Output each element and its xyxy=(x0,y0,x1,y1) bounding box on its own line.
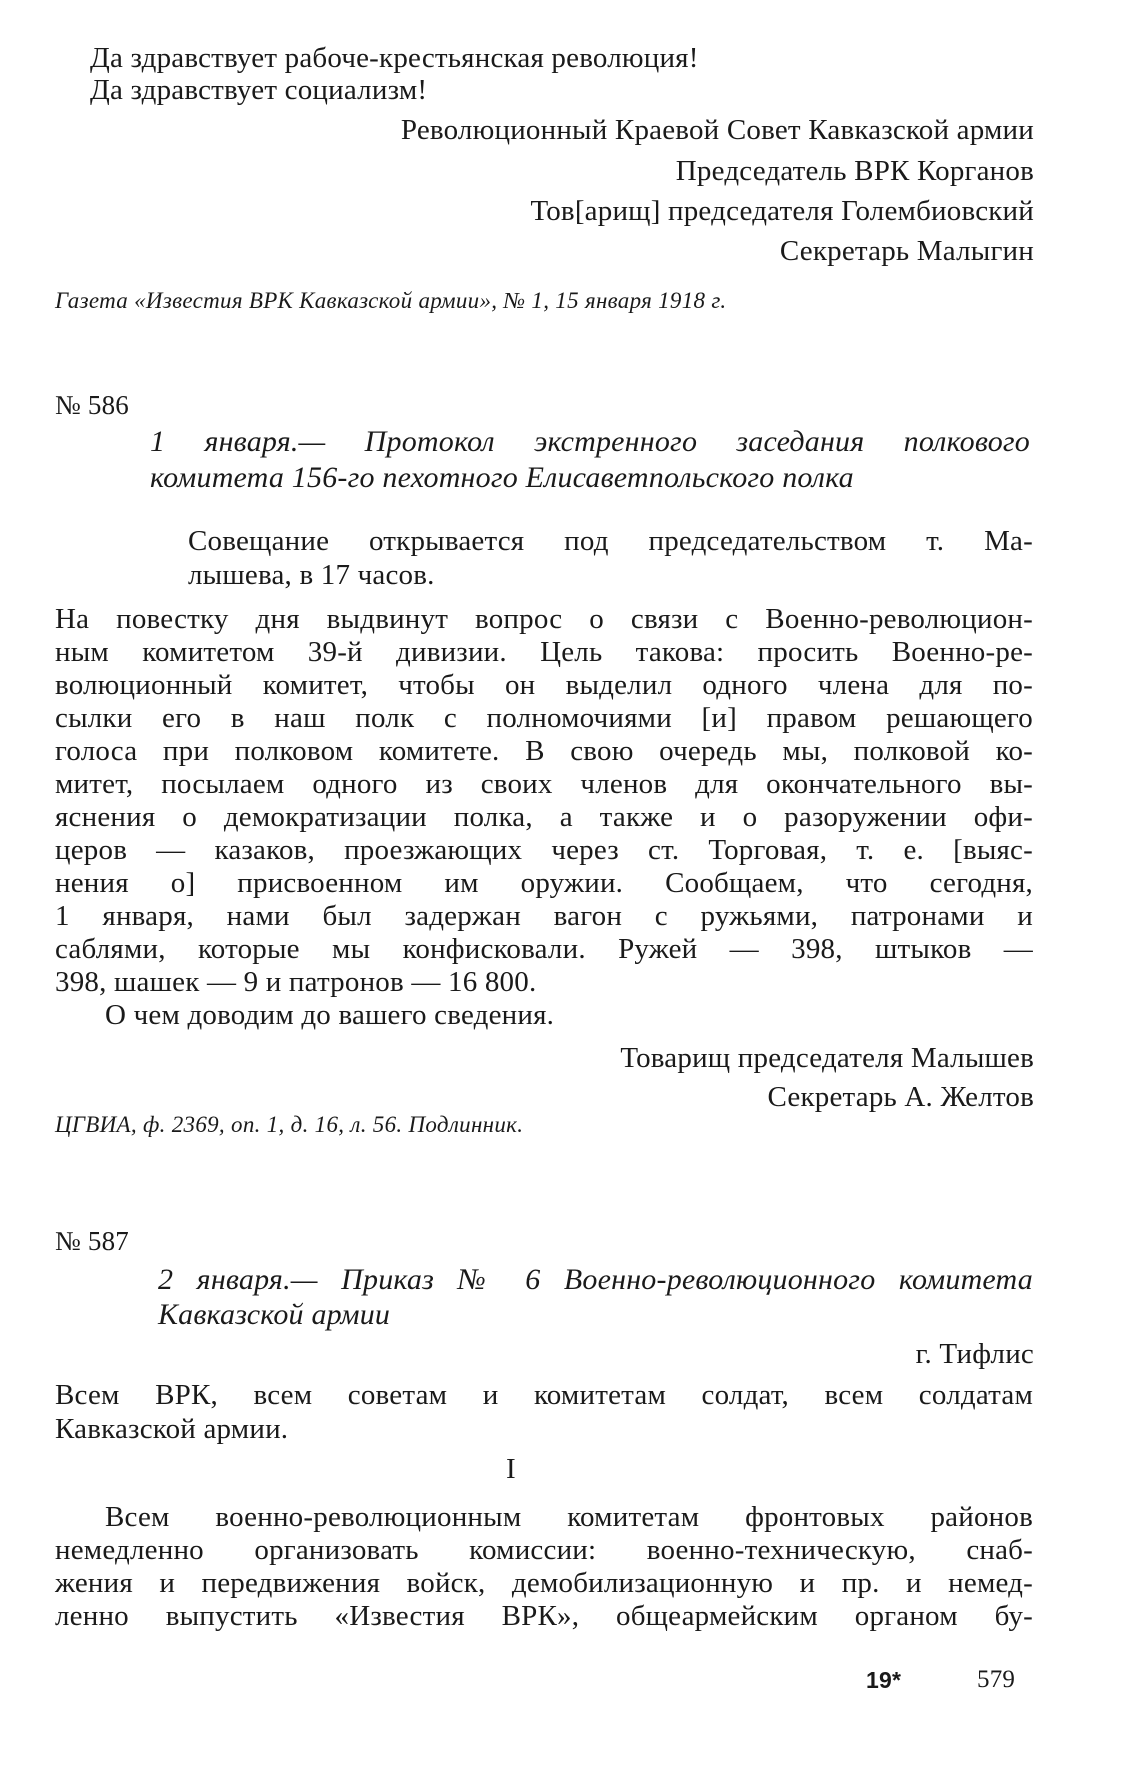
paragraph-line: немедленно организовать комиссии: военно-техническую, снаб- xyxy=(55,1534,1033,1566)
paragraph-line: лышева, в 17 часов. xyxy=(188,559,435,591)
paragraph-line: ленно выпустить «Известия ВРК», общеармейским органом бу- xyxy=(55,1600,1033,1632)
signature-mark: 19* xyxy=(866,1667,902,1693)
page-number: 579 xyxy=(977,1666,1016,1693)
signature-line: Тов[арищ] председателя Голембиовский xyxy=(530,195,1034,227)
address-line: Кавказской армии. xyxy=(55,1413,289,1445)
signature-line: Товарищ председателя Малышев xyxy=(620,1042,1034,1074)
paragraph-line: ным комитетом 39-й дивизии. Цель такова: просить Военно-ре- xyxy=(55,636,1033,668)
document-title-line: Кавказской армии xyxy=(158,1298,391,1331)
document-number: № 587 xyxy=(55,1226,130,1256)
source-citation: ЦГВИА, ф. 2369, оп. 1, д. 16, л. 56. Подлинник. xyxy=(55,1112,524,1137)
paragraph-line: 398, шашек — 9 и патронов — 16 800. xyxy=(55,966,537,998)
paragraph-line: голоса при полковом комитете. В свою очередь мы, полковой ко- xyxy=(55,735,1033,767)
paragraph-line: волюционный комитет, чтобы он выделил одного члена для по- xyxy=(55,669,1033,701)
signature-line: Секретарь А. Желтов xyxy=(767,1081,1034,1113)
document-title-line: 1 января.— Протокол экстренного заседания полкового xyxy=(150,425,1030,458)
paragraph-line: митет, посылаем одного из своих членов для окончательного вы- xyxy=(55,768,1033,800)
signature-line: Секретарь Малыгин xyxy=(779,235,1034,267)
slogan-line: Да здравствует рабоче-крестьянская революция! xyxy=(90,42,699,74)
document-title-line: 2 января.— Приказ № 6 Военно-революционного комитета xyxy=(158,1263,1033,1296)
paragraph-line: 1 января, нами был задержан вагон с ружьями, патронами и xyxy=(55,900,1033,932)
paragraph-line: На повестку дня выдвинут вопрос о связи с Военно-революцион- xyxy=(55,603,1033,635)
paragraph-line: церов — казаков, проезжающих через ст. Торговая, т. е. [выяс- xyxy=(55,834,1033,866)
document-title-line: комитета 156-го пехотного Елисаветпольского полка xyxy=(150,461,854,494)
source-citation: Газета «Известия ВРК Кавказской армии», № 1, 15 января 1918 г. xyxy=(55,288,727,313)
paragraph-line: Совещание открывается под председательством т. Ма- xyxy=(188,525,1033,557)
address-line: Всем ВРК, всем советам и комитетам солдат, всем солдатам xyxy=(55,1379,1033,1411)
paragraph-line: нения о] присвоенном им оружии. Сообщаем, что сегодня, xyxy=(55,867,1033,899)
closing-line: О чем доводим до вашего сведения. xyxy=(105,999,555,1031)
paragraph-line: жения и передвижения войск, демобилизационную и пр. и немед- xyxy=(55,1567,1033,1599)
signature-line: Председатель ВРК Корганов xyxy=(675,155,1034,187)
paragraph-line: саблями, которые мы конфисковали. Ружей — 398, штыков — xyxy=(55,933,1033,965)
section-numeral: I xyxy=(506,1453,516,1485)
document-number: № 586 xyxy=(55,390,130,420)
signature-line: Революционный Краевой Совет Кавказской армии xyxy=(400,114,1034,146)
place-line: г. Тифлис xyxy=(915,1338,1034,1370)
slogan-line: Да здравствует социализм! xyxy=(90,74,428,106)
paragraph-line: Всем военно-революционным комитетам фронтовых районов xyxy=(105,1501,1033,1533)
paragraph-line: яснения о демократизации полка, а также и о разоружении офи- xyxy=(55,801,1033,833)
paragraph-line: сылки его в наш полк с полномочиями [и] правом решающего xyxy=(55,702,1033,734)
